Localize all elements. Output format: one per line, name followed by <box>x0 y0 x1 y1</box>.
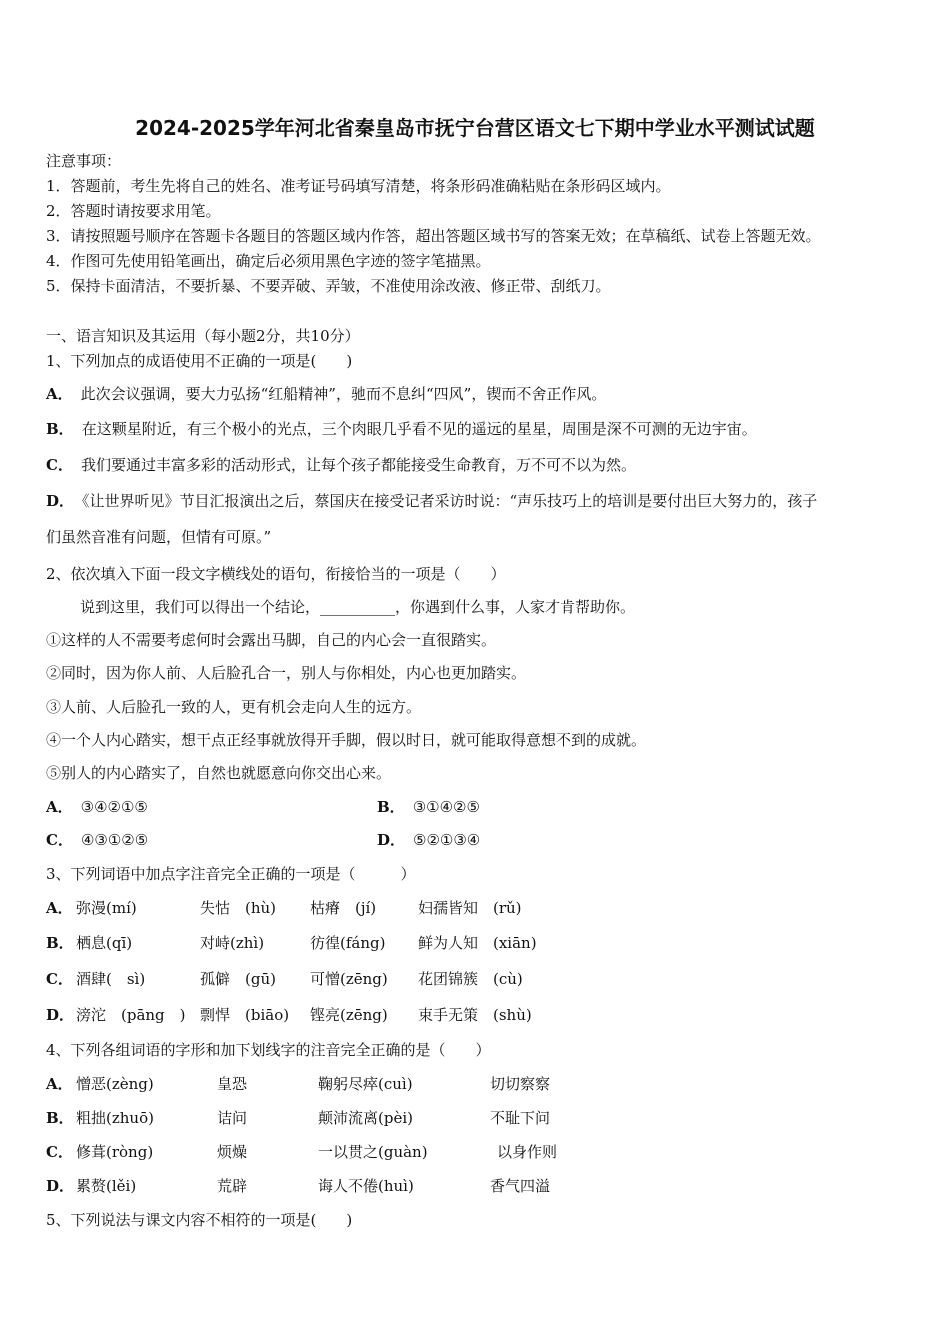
option-text: ③①④②⑤ <box>412 798 480 816</box>
q1-option-a <box>46 384 606 404</box>
page-title: 2024-2025学年河北省秦皇岛市抚宁台营区语文七下期中学业水平测试试题 <box>135 116 815 140</box>
q3-row-label: A． <box>46 899 73 917</box>
option-label: C． <box>46 831 73 849</box>
q2-sentence: ⑤别人的内心踏实了，自然也就愿意向你交出心来。 <box>46 764 392 782</box>
q4-cell: 修葺(ròng) <box>76 1143 154 1161</box>
q4-cell: 切切察察 <box>490 1075 551 1093</box>
option-text: 在这颗星附近，有三个极小的光点，三个肉眼几乎看不见的遥远的星星，周围是深不可测的无边宇宙。 <box>81 420 757 438</box>
q4-cell: 鞠躬尽瘁(cuì) <box>318 1075 413 1093</box>
q3-cell: 束手无策 (shù) <box>418 1006 532 1024</box>
q2-sentence: ④一个人内心踏实，想干点正经事就放得开手脚，假以时日，就可能取得意想不到的成就。 <box>46 731 647 749</box>
notice-item: 1．答题前，考生先将自己的姓名、准考证号码填写清楚，将条形码准确粘贴在条形码区域内。 <box>46 177 671 195</box>
q3-cell: 枯瘠 (jí) <box>310 899 377 917</box>
question-5-stem: 5、下列说法与课文内容不相符的一项是( ) <box>46 1211 353 1229</box>
q3-cell: 失怙 (hù) <box>200 899 277 917</box>
q1-option-d <box>46 491 817 511</box>
option-text: 我们要通过丰富多彩的活动形式，让每个孩子都能接受生命教育，万不可不以为然。 <box>80 456 636 474</box>
q4-cell: 以身作则 <box>497 1143 558 1161</box>
question-1-stem: 1、下列加点的成语使用不正确的一项是( ) <box>46 352 353 370</box>
q3-row-label: B． <box>46 934 74 952</box>
q4-row-label: D． <box>46 1177 75 1195</box>
q4-cell: 不耻下问 <box>490 1109 551 1127</box>
q2-sentence: ①这样的人不需要考虑何时会露出马脚，自己的内心会一直很踏实。 <box>46 631 497 649</box>
option-label: B． <box>46 420 74 438</box>
option-text: ③④②①⑤ <box>80 798 148 816</box>
q3-cell: 剽悍 (biāo) <box>200 1006 290 1024</box>
q2-option-a <box>46 797 148 817</box>
q4-row-label: B． <box>46 1109 74 1127</box>
q4-cell: 累赘(lěi) <box>76 1177 137 1195</box>
q3-row-label: C． <box>46 970 73 988</box>
notice-item: 2．答题时请按要求用笔。 <box>46 202 221 220</box>
question-4-stem: 4、下列各组词语的字形和加下划线字的注音完全正确的是（ ） <box>46 1041 491 1059</box>
q4-row-label: C． <box>46 1143 73 1161</box>
q1-option-b <box>46 419 757 439</box>
q2-sentence: ②同时，因为你人前、人后脸孔合一，别人与你相处，内心也更加踏实。 <box>46 664 527 682</box>
q2-passage: 说到这里，我们可以得出一个结论，__________，你遇到什么事，人家才肯帮助你。 <box>80 598 636 616</box>
option-text: 此次会议强调，要大力弘扬“红船精神”，驰而不息纠“四风”，锲而不舍正作风。 <box>80 385 607 403</box>
option-label: D． <box>377 831 406 849</box>
q3-row-label: D． <box>46 1006 75 1024</box>
q3-cell: 可憎(zēng) <box>310 970 388 988</box>
q4-cell: 烦燥 <box>217 1143 248 1161</box>
q3-cell: 弥漫(mí) <box>76 899 137 917</box>
q2-option-b <box>377 797 480 817</box>
option-label: A． <box>46 798 73 816</box>
notice-heading: 注意事项： <box>46 152 122 170</box>
q4-cell: 颠沛流离(pèi) <box>318 1109 413 1127</box>
option-text: ④③①②⑤ <box>80 831 149 849</box>
q3-cell: 酒肆( sì) <box>76 970 146 988</box>
option-text: ⑤②①③④ <box>413 831 481 849</box>
notice-item: 5．保持卡面清洁，不要折暴、不要弄破、弄皱，不准使用涂改液、修正带、刮纸刀。 <box>46 277 611 295</box>
q4-cell: 香气四溢 <box>490 1177 551 1195</box>
q2-sentence: ③人前、人后脸孔一致的人，更有机会走向人生的远方。 <box>46 698 422 716</box>
q3-cell: 鲜为人知 (xiān) <box>418 934 537 952</box>
q3-cell: 彷徨(fáng) <box>310 934 386 952</box>
option-text: 《让世界听见》节目汇报演出之后，蔡国庆在接受记者采访时说：“声乐技巧上的培训是要付出巨大努力的，孩子 <box>82 492 818 510</box>
q4-cell: 诲人不倦(huì) <box>318 1177 414 1195</box>
q2-option-d <box>377 830 480 850</box>
q3-cell: 栖息(qī) <box>76 934 133 952</box>
option-label: C． <box>46 456 73 474</box>
question-3-stem: 3、下列词语中加点字注音完全正确的一项是（ ） <box>46 865 416 883</box>
q4-cell: 粗拙(zhuō) <box>76 1109 154 1127</box>
q1-option-d-continued: 们虽然音准有问题，但情有可原。” <box>46 528 272 546</box>
question-2-stem: 2、依次填入下面一段文字横线处的语句，衔接恰当的一项是（ ） <box>46 565 506 583</box>
q3-cell: 孤僻 (gū) <box>200 970 276 988</box>
option-label: A． <box>46 385 73 403</box>
notice-item: 4．作图可先使用铅笔画出，确定后必须用黑色字迹的签字笔描黑。 <box>46 252 491 270</box>
q4-cell: 皇恐 <box>217 1075 248 1093</box>
q4-cell: 荒辟 <box>217 1177 248 1195</box>
section-heading: 一、语言知识及其运用（每小题2分，共10分） <box>46 327 360 345</box>
q3-cell: 滂沱 (pāng ) <box>76 1006 186 1024</box>
option-label: D． <box>46 492 75 510</box>
q3-cell: 对峙(zhì) <box>200 934 265 952</box>
notice-item: 3．请按照题号顺序在答题卡各题目的答题区域内作答，超出答题区域书写的答案无效；在草稿纸、试卷上答题无效。 <box>46 227 821 245</box>
q4-row-label: A． <box>46 1075 73 1093</box>
q4-cell: 诘问 <box>217 1109 248 1127</box>
option-label: B． <box>377 798 405 816</box>
q3-cell: 铿亮(zēng) <box>310 1006 388 1024</box>
q2-option-c <box>46 830 148 850</box>
q4-cell: 憎恶(zèng) <box>76 1075 154 1093</box>
q1-option-c <box>46 455 636 475</box>
q3-cell: 妇孺皆知 (rǔ) <box>418 899 522 917</box>
q3-cell: 花团锦簇 (cù) <box>418 970 523 988</box>
q4-cell: 一以贯之(guàn) <box>318 1143 428 1161</box>
